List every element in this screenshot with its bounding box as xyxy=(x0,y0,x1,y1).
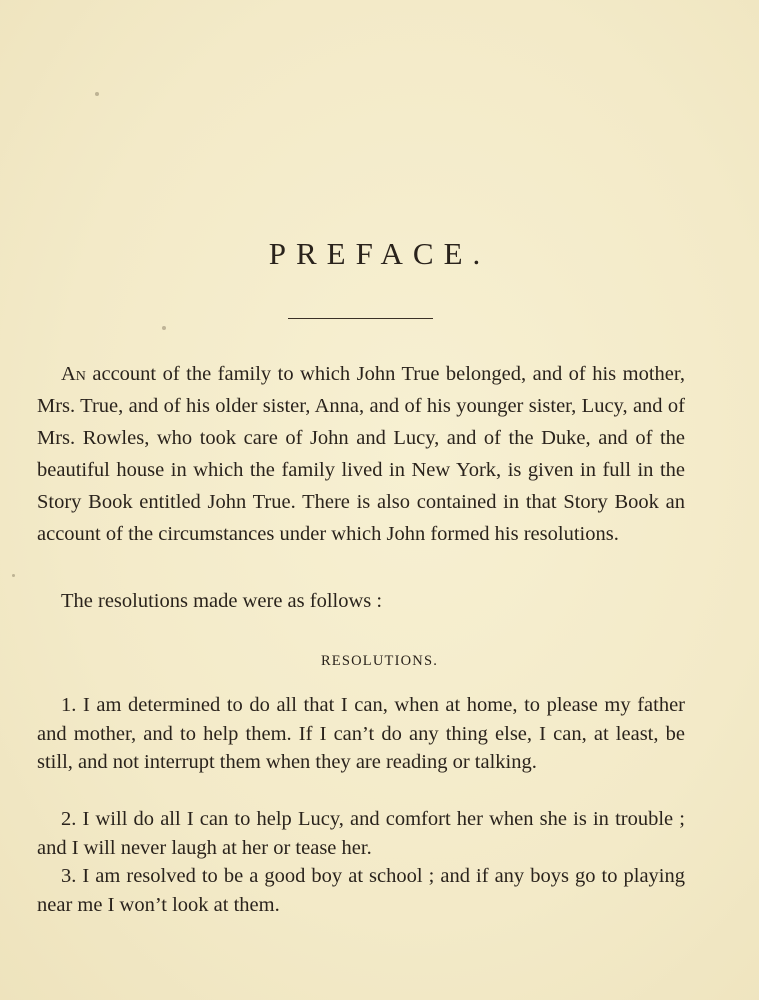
resolution-item xyxy=(37,805,685,862)
intro-body: account of the family to which John True belonged, and of his mother, Mrs. True, and of his older sister, Anna, and of his younger sister, Lucy, and of Mrs. Rowles, who took care of John and Lucy, and of the Duke, and of the beautiful house in which the family lived in New York, is given in full in the Story Book entitled John True. There is also contained in that Story Book an account of the circumstances under which John formed his resolutions. xyxy=(37,363,685,545)
title-rule xyxy=(288,318,433,319)
page-title: PREFACE. xyxy=(268,236,491,271)
intro-paragraph xyxy=(37,358,685,550)
ink-speck xyxy=(162,326,166,330)
intro-lead: An xyxy=(61,363,86,385)
ink-speck xyxy=(95,92,99,96)
resolution-text: I will do all I can to help Lucy, and comfort her when she is in trouble ; and I will never laugh at her or tease her. xyxy=(37,808,685,859)
ink-speck xyxy=(12,574,15,577)
resolution-number: 3. xyxy=(61,865,77,887)
resolution-number: 2. xyxy=(61,808,77,830)
resolution-item xyxy=(37,862,685,919)
resolution-item xyxy=(37,691,685,777)
follows-line: The resolutions made were as follows : xyxy=(61,590,383,612)
resolutions-heading: RESOLUTIONS. xyxy=(320,653,439,669)
resolution-number: 1. xyxy=(61,694,77,716)
resolution-text: I am determined to do all that I can, when at home, to please my father and mother, and to help them. If I can’t do any thing else, I can, at least, be still, and not interrupt them when they are reading or talking. xyxy=(37,694,685,773)
resolution-text: I am resolved to be a good boy at school ; and if any boys go to playing near me I won’t look at them. xyxy=(37,865,685,916)
